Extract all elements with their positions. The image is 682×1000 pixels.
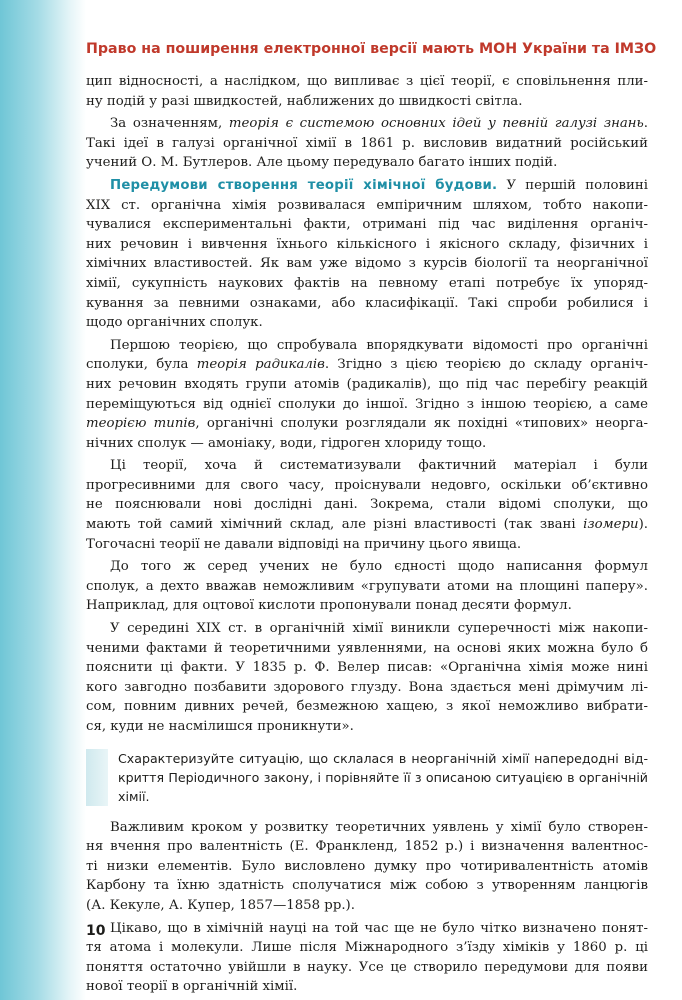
- text-line: не пояснювали нові дослідні дані. Зокрема, стали відомі сполуки, що: [86, 497, 648, 513]
- text-line: них речовин і вивчення їхнього кількісного і якісного складу, фізичних і: [86, 236, 648, 252]
- text-line: ті низки елементів. Було висловлено думку про чотиривалентність атомів: [86, 858, 648, 874]
- text-line: нічних сполук — амоніаку, води, гідроген хлориду тощо.: [86, 435, 487, 451]
- text-line: цип відносності, а наслідком, що випливає з цієї теорії, є сповільнення пли-: [86, 74, 648, 89]
- question-text: [118, 749, 648, 806]
- text-line: ну подій у разі швидкостей, наближених до швидкості світла.: [86, 93, 523, 109]
- text-line: чувалися експериментальні факти, отримані під час виділення органіч-: [86, 217, 648, 233]
- text-line: пояснити ці факти. У 1835 р. Ф. Велер писав: «Органічна хімія може нині: [86, 660, 648, 676]
- text-line: переміщуються від однієї сполуки до іншої. Згідно з іншою теорією, а саме: [86, 396, 648, 412]
- text-line: сполук, а дехто вважав неможливим «групувати атоми на площині паперу».: [86, 578, 648, 594]
- text-line: Передумови створення теорії хімічної будови. У першій половині: [110, 177, 649, 193]
- text-line: Такі ідеї в галузі органічної хімії в 1861 р. висловив видатний російський: [86, 135, 648, 151]
- text-line: кого завгодно позбавити здорового глузду. Вона здається мені дрімучим лі-: [86, 679, 648, 695]
- text-line: До того ж серед учених не було єдності щодо написання формул: [110, 559, 648, 575]
- text-line: нової теорії в органічній хімії.: [86, 979, 298, 995]
- text-group-continuation: [86, 818, 648, 997]
- text-line: Першою теорією, що спробувала впорядкувати відомості про органічні: [110, 337, 648, 353]
- text-line: тя атома і молекули. Лише після Міжнародного з’їзду хіміків у 1860 р. ці: [86, 940, 648, 956]
- page-body: [86, 72, 648, 1000]
- italic-term: ізомери: [583, 517, 639, 533]
- copyright-header: Право на поширення електронної версії мають МОН України та ІМЗО: [86, 41, 657, 57]
- page-number: 10: [86, 923, 106, 939]
- text-line: Тогочасні теорії не давали відповіді на причину цього явища.: [86, 536, 522, 552]
- text-line: Ці теорії, хоча й систематизували фактичний матеріал і були: [110, 458, 648, 474]
- text-line: ня вчення про валентність (Е. Франкленд, 1852 р.) і визначення валентнос-: [86, 839, 648, 855]
- text-line: За означенням, теорія є системою основних ідей у певній галузі знань.: [110, 116, 648, 132]
- text-line: сполуки, була теорія радикалів. Згідно з цією теорією до складу органіч-: [86, 357, 648, 373]
- text-line: прогресивними для свого часу, проіснували недовго, оскільки об’єктивно: [86, 477, 648, 493]
- text-line: ченими фактами й теоретичними уявленнями, на основі яких можна було б: [86, 640, 648, 656]
- text-line: кування за певними ознаками, або класифікації. Такі спроби робилися і: [86, 295, 648, 311]
- text-line: мають той самий хімічний склад, але різні властивості (так звані ізомери).: [86, 517, 648, 533]
- side-color-band: [0, 0, 86, 1000]
- text-line: ся, куди не насмілишся проникнути».: [86, 719, 354, 734]
- italic-term: теорія радикалів: [196, 357, 325, 373]
- question-line: Схарактеризуйте ситуацію, що склалася в неорганічній хімії напередодні від-: [118, 750, 648, 766]
- question-line: криття Періодичного закону, і порівняйте її з описаною ситуацією в органічній: [118, 769, 648, 785]
- text-line: Важливим кроком у розвитку теоретичних уявлень у хімії було створен-: [110, 819, 648, 835]
- text-line: У середині XIX ст. в органічній хімії виникли суперечності між накопи-: [110, 621, 648, 637]
- text-line: щодо органічних сполук.: [86, 315, 263, 331]
- text-line: (А. Кекуле, А. Купер, 1857—1858 рр.).: [86, 897, 355, 913]
- question-line: хімії.: [118, 788, 150, 804]
- text-line: Цікаво, що в хімічній науці на той час ще не було чітко визначено понят-: [110, 920, 648, 936]
- text-group-main: [86, 72, 648, 737]
- text-line: Наприклад, для оцтової кислоти пропонували понад десяти формул.: [86, 598, 572, 614]
- italic-term: теорією типів: [86, 416, 196, 432]
- text-line: хімічних властивостей. Як вам уже відомо з курсів біології та неорганічної: [86, 256, 648, 272]
- question-marker-bar: [86, 749, 108, 806]
- question-box: [86, 749, 648, 806]
- section-heading: Передумови створення теорії хімічної будови.: [110, 177, 498, 193]
- text-line: XIX ст. органічна хімія розвивалася емпіричним шляхом, тобто накопи-: [86, 197, 648, 213]
- text-line: них речовин входять групи атомів (радикалів), що під час перебігу реакцій: [86, 376, 648, 392]
- text-line: учений О. М. Бутлеров. Але цьому передувало багато інших подій.: [86, 155, 558, 171]
- text-line: Карбону та їхню здатність сполучатися між собою з утворенням ланцюгів: [86, 878, 648, 894]
- text-line: поняття остаточно увійшли в науку. Усе це створило передумови для появи: [86, 959, 648, 975]
- text-line: сом, повним дивних речей, безмежною хащею, з якої неможливо вибрати-: [86, 699, 648, 715]
- italic-term: теорія є системою основних ідей у певній галузі знань: [228, 116, 644, 132]
- text-line: теорією типів, органічні сполуки розглядали як похідні «типових» неорга-: [86, 416, 649, 432]
- text-line: хімії, сукупність наукових фактів на певному етапі потребує їх упоряд-: [86, 275, 648, 291]
